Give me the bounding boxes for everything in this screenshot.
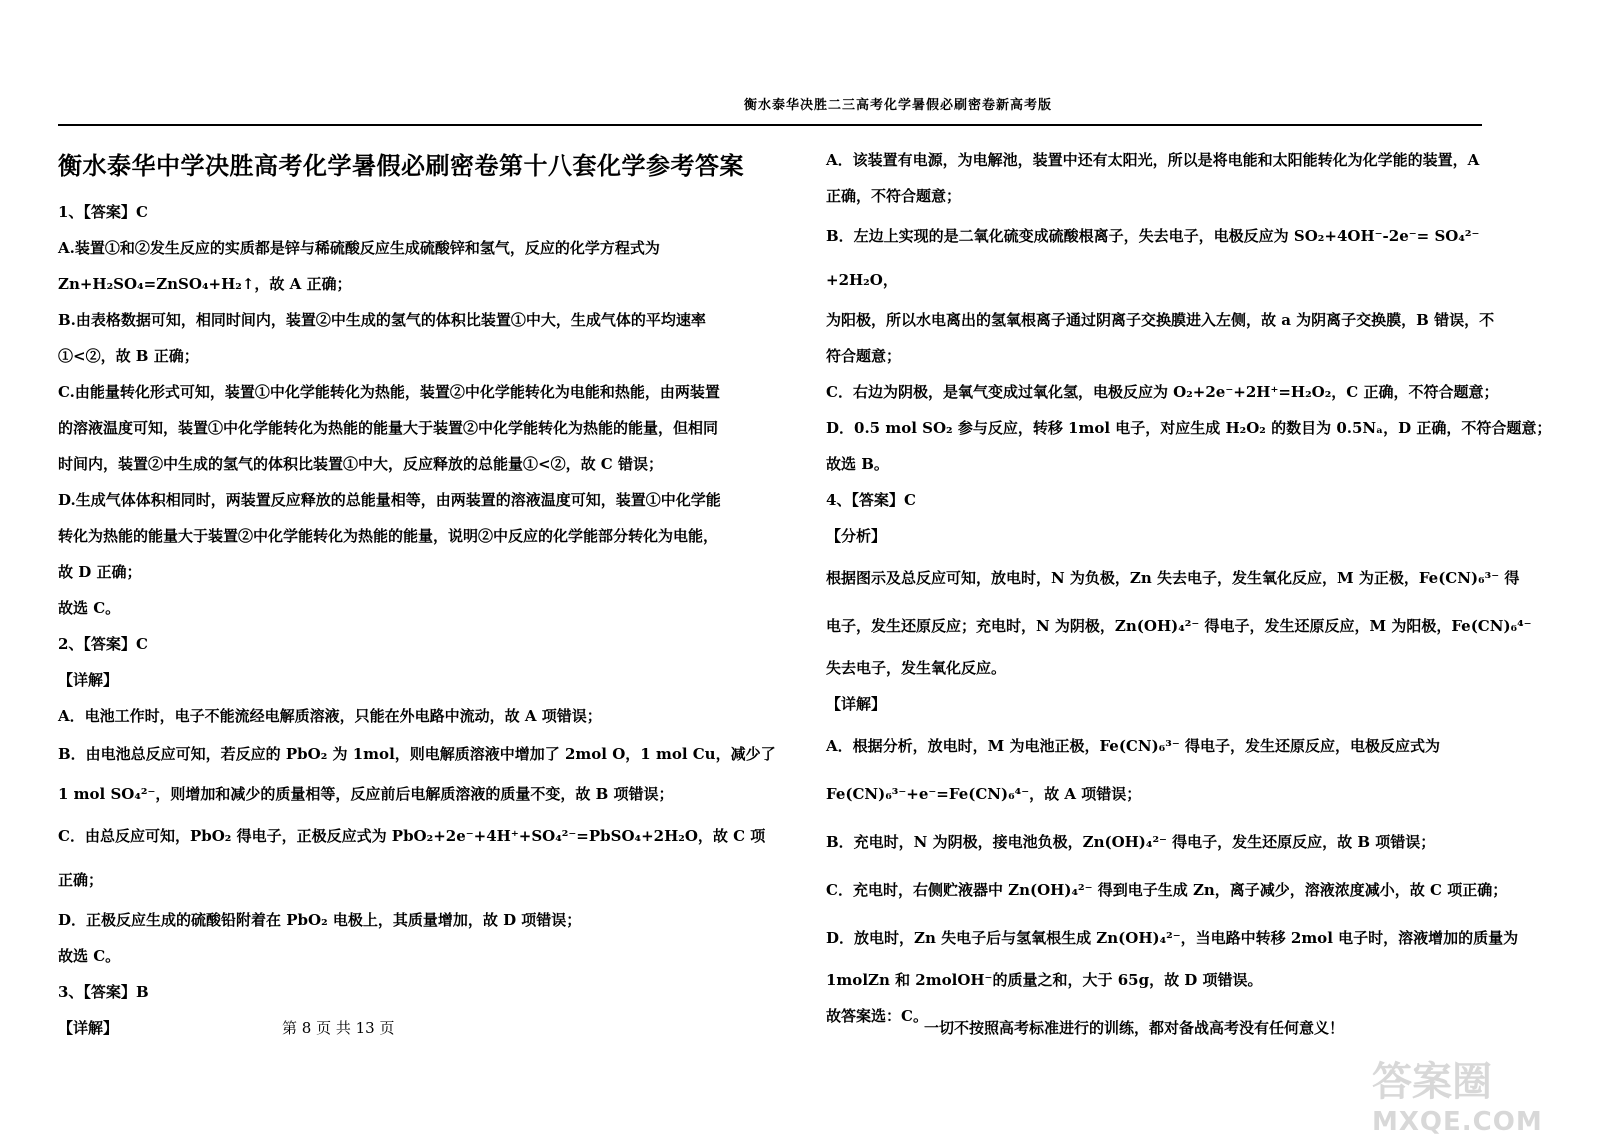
text-line: 失去电子，发生氧化反应。: [826, 659, 1007, 677]
page-header: [58, 94, 1482, 126]
text-line: 故 D 正确；: [58, 563, 142, 581]
answer-2-heading: 2、【答案】C: [58, 635, 148, 653]
page-number: 第 8 页 共 13 页: [282, 1019, 395, 1037]
text-line: C．充电时，右侧贮液器中 Zn(OH)₄²⁻ 得到电子生成 Zn，离子减少，溶液浓度减小，故 C 项正确；: [826, 881, 1508, 899]
section-label: 【分析】: [826, 527, 887, 545]
section-label: 【详解】: [58, 671, 119, 689]
text-line: B．充电时，N 为阴极，接电池负极，Zn(OH)₄²⁻ 得电子，发生还原反应，故 B 项错误；: [826, 833, 1436, 851]
text-line: 正确，不符合题意；: [826, 187, 962, 205]
text-line: D.生成气体体积相同时，两装置反应释放的总能量相等，由两装置的溶液温度可知，装置①中化学能: [58, 491, 721, 509]
text-line: Zn+H₂SO₄=ZnSO₄+H₂↑，故 A 正确；: [58, 275, 352, 293]
text-line: 为阳极，所以水电离出的氢氧根离子通过阴离子交换膜进入左侧，故 a 为阴离子交换膜，B 错误，不: [826, 311, 1495, 329]
text-line: 1 mol SO₄²⁻，则增加和减少的质量相等，反应前后电解质溶液的质量不变，故 B 项错误；: [58, 785, 674, 803]
document-title: 衡水泰华中学决胜高考化学暑假必刷密卷第十八套化学参考答案: [58, 151, 744, 180]
watermark-site: MXQE.COM: [1372, 1107, 1543, 1137]
text-line: 时间内，装置②中生成的氢气的体积比装置①中大，反应释放的总能量①<②，故 C 错误；: [58, 455, 663, 473]
text-line: 故答案选：C。: [826, 1007, 928, 1025]
text-line: A．电池工作时，电子不能流经电解质溶液，只能在外电路中流动，故 A 项错误；: [58, 707, 602, 725]
right-column: [826, 142, 1554, 1034]
text-line: 的溶液温度可知，装置①中化学能转化为热能的能量大于装置②中化学能转化为热能的能量，但相同: [58, 419, 719, 437]
text-line: 故选 C。: [58, 947, 121, 965]
header-title: 衡水泰华决胜二三高考化学暑假必刷密卷新高考版: [743, 98, 1052, 113]
text-line: C．右边为阴极，是氧气变成过氧化氢，电极反应为 O₂+2e⁻+2H⁺=H₂O₂，C 正确，不符合题意；: [826, 383, 1499, 401]
section-label: 【详解】: [826, 695, 887, 713]
text-line: A．该装置有电源，为电解池，装置中还有太阳光，所以是将电能和太阳能转化为化学能的装置，A: [826, 151, 1480, 169]
answer-3-heading: 3、【答案】B: [58, 983, 149, 1001]
text-line: B．由电池总反应可知，若反应的 PbO₂ 为 1mol，则电解质溶液中增加了 2mol O，1 mol Cu，减少了: [58, 745, 776, 763]
answer-4-heading: 4、【答案】C: [826, 491, 916, 509]
left-column: [58, 148, 778, 1046]
text-line: D．正极反应生成的硫酸铅附着在 PbO₂ 电极上，其质量增加，故 D 项错误；: [58, 911, 582, 929]
text-line: C．由总反应可知，PbO₂ 得电子，正极反应式为 PbO₂+2e⁻+4H⁺+SO₄²⁻=PbSO₄+2H₂O，故 C 项正确；: [58, 827, 766, 889]
text-line: A.装置①和②发生反应的实质都是锌与稀硫酸反应生成硫酸锌和氢气，反应的化学方程式为: [58, 239, 660, 257]
watermark: [1372, 1050, 1572, 1137]
text-line: 故选 C。: [58, 599, 121, 617]
text-line: C.由能量转化形式可知，装置①中化学能转化为热能，装置②中化学能转化为电能和热能，由两装置: [58, 383, 720, 401]
text-line: 根据图示及总反应可知，放电时，N 为负极，Zn 失去电子，发生氧化反应，M 为正极，Fe(CN)₆³⁻ 得: [826, 569, 1520, 587]
text-line: B．左边上实现的是二氧化硫变成硫酸根离子，失去电子，电极反应为 SO₂+4OH⁻-2e⁻= SO₄²⁻ +2H₂O，: [826, 227, 1485, 289]
text-line: 故选 B。: [826, 455, 889, 473]
watermark-logo: 答案圈: [1372, 1059, 1492, 1105]
text-line: 转化为热能的能量大于装置②中化学能转化为热能的能量，说明②中反应的化学能部分转化为电能，: [58, 527, 719, 545]
text-line: A．根据分析，放电时，M 为电池正极，Fe(CN)₆³⁻ 得电子，发生还原反应，电极反应式为: [826, 737, 1440, 755]
answer-1-heading: 1、【答案】C: [58, 203, 148, 221]
text-line: Fe(CN)₆³⁻+e⁻=Fe(CN)₆⁴⁻，故 A 项错误；: [826, 785, 1142, 803]
footer-slogan: 一切不按照高考标准进行的训练，都对备战高考没有任何意义！: [924, 1019, 1345, 1037]
text-line: 1molZn 和 2molOH⁻的质量之和，大于 65g，故 D 项错误。: [826, 971, 1263, 989]
text-line: 电子，发生还原反应；充电时，N 为阴极，Zn(OH)₄²⁻ 得电子，发生还原反应，M 为阳极，Fe(CN)₆⁴⁻: [826, 617, 1532, 635]
section-label: 【详解】: [58, 1019, 119, 1037]
text-line: D．放电时，Zn 失电子后与氢氧根生成 Zn(OH)₄²⁻，当电路中转移 2mol 电子时，溶液增加的质量为: [826, 929, 1519, 947]
text-line: B.由表格数据可知，相同时间内，装置②中生成的氢气的体积比装置①中大，生成气体的平均速率: [58, 311, 706, 329]
text-line: ①<②，故 B 正确；: [58, 347, 199, 365]
text-line: D．0.5 mol SO₂ 参与反应，转移 1mol 电子，对应生成 H₂O₂ 的数目为 0.5Nₐ，D 正确，不符合题意；: [826, 419, 1552, 437]
text-line: 符合题意；: [826, 347, 902, 365]
